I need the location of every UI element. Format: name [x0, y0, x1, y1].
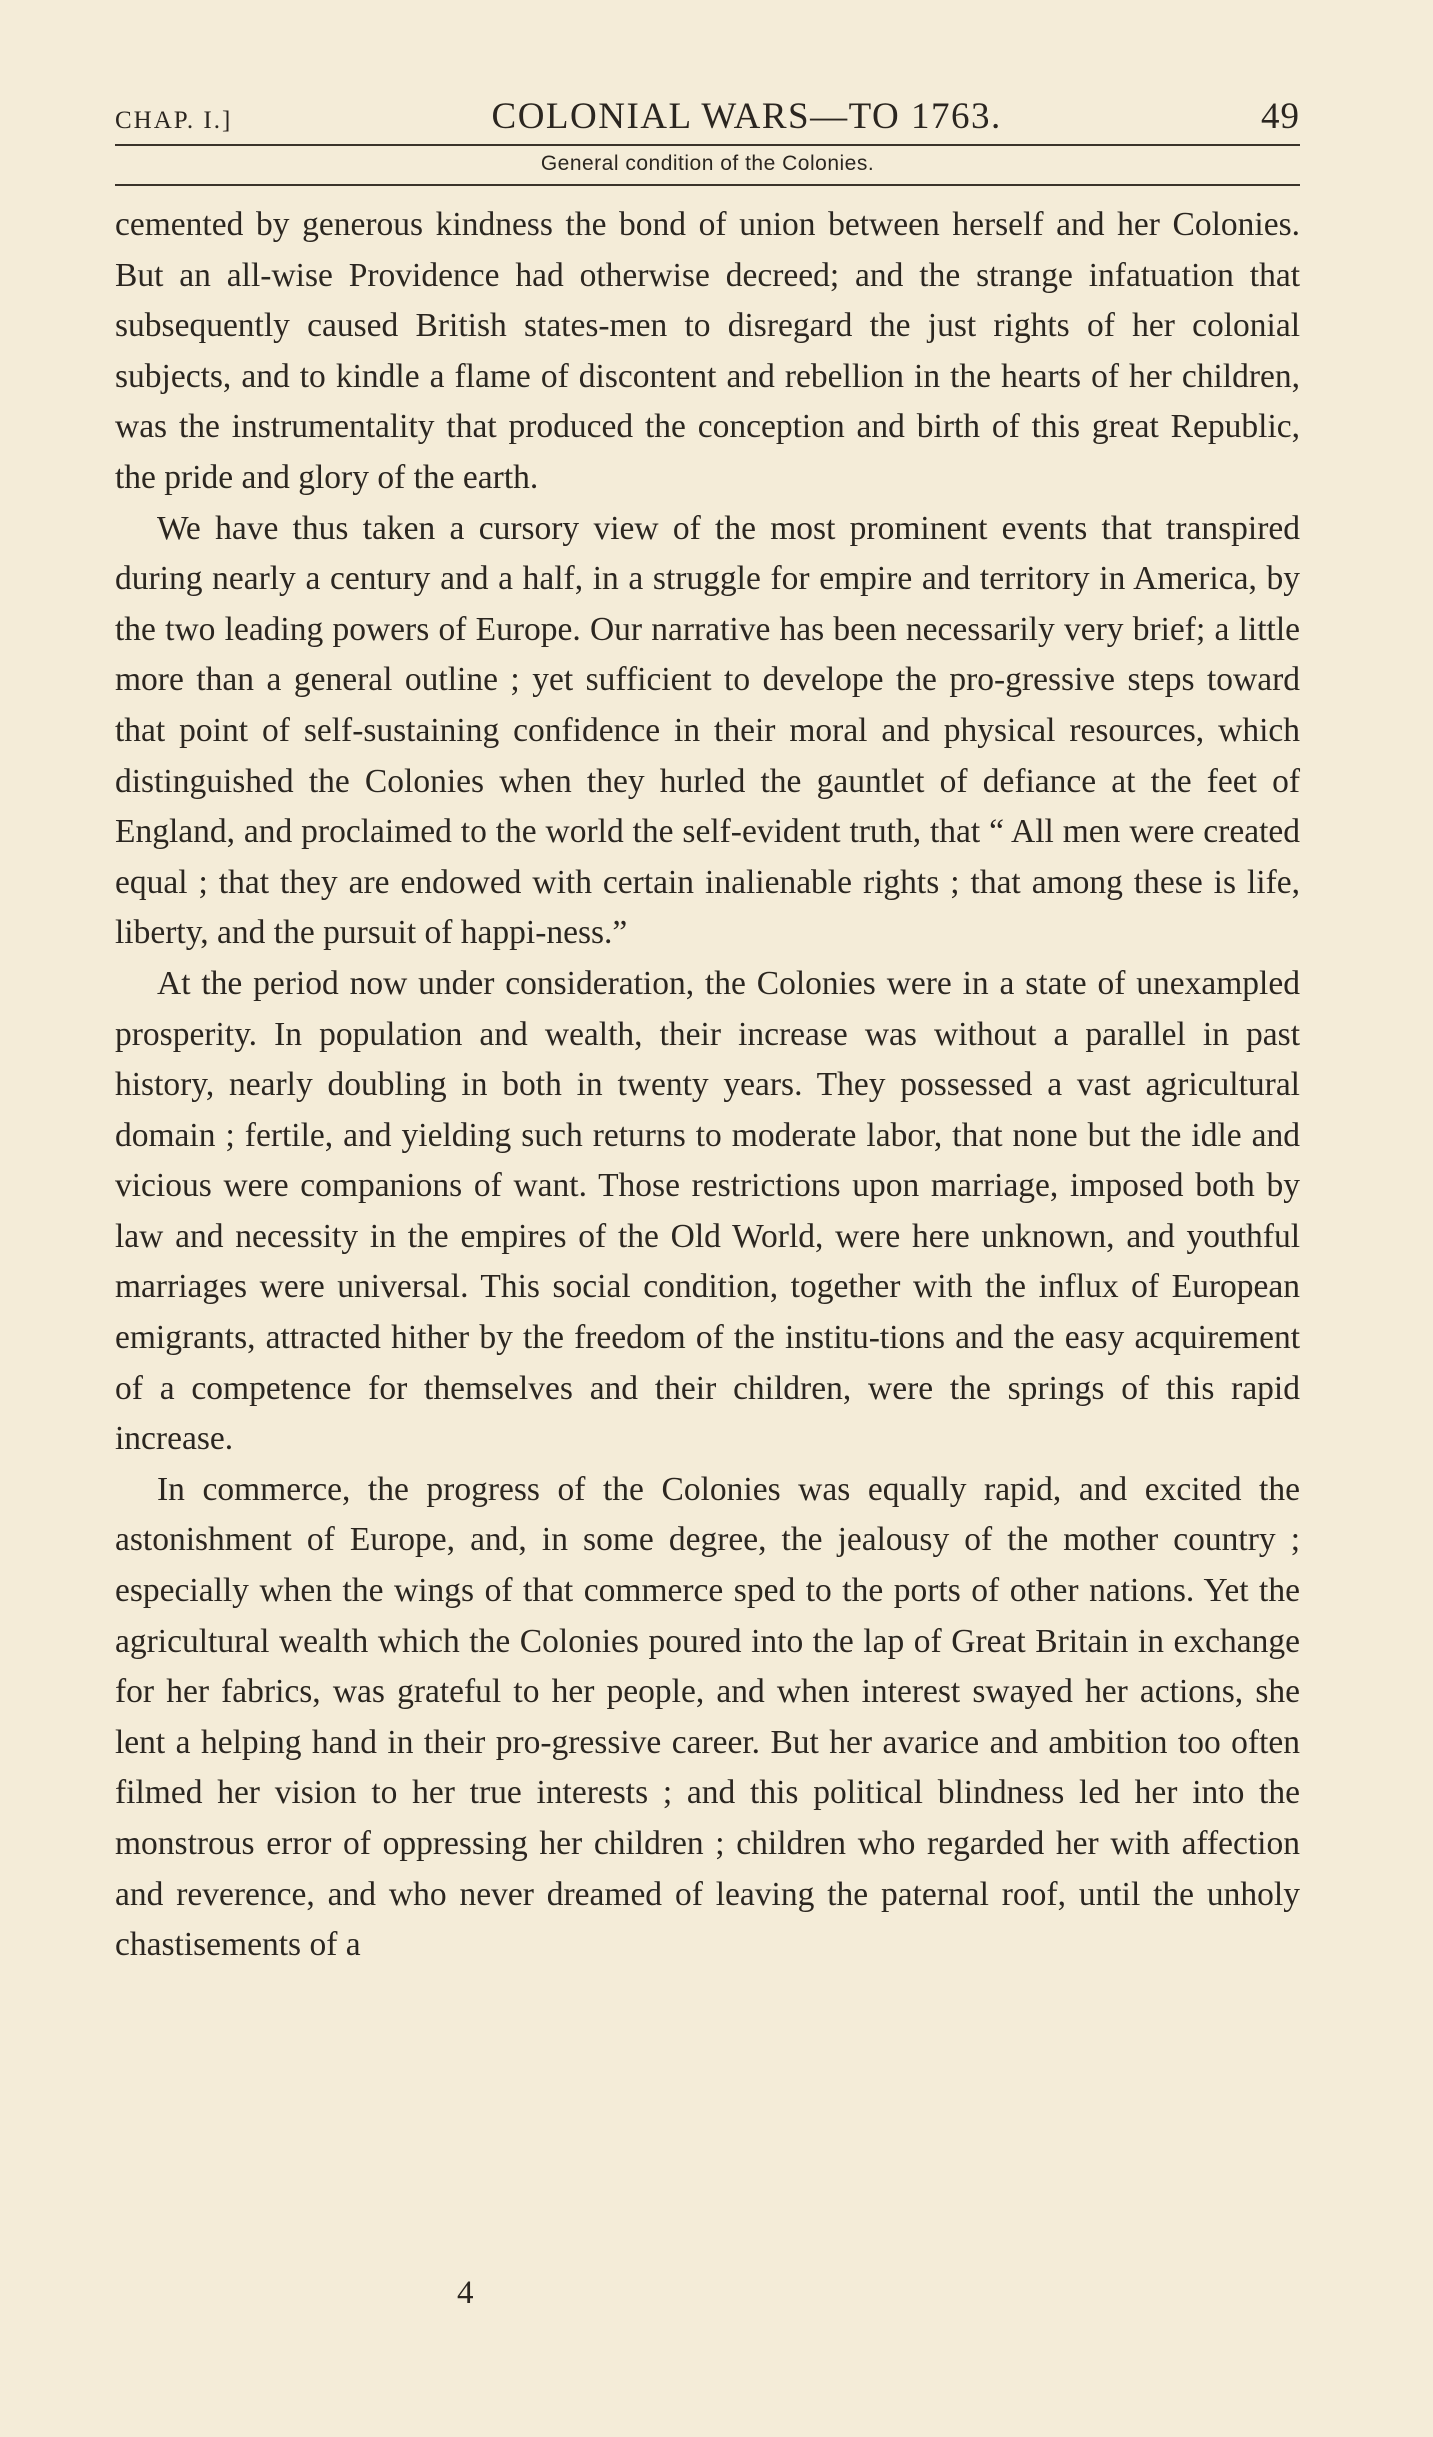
body-text	[115, 200, 1300, 1971]
book-page	[115, 95, 1300, 1971]
page-number: 49	[1260, 96, 1300, 137]
paragraph-1: cemented by generous kindness the bond of union between herself and her Colonies. But an all-wise Providence had otherwise decreed; and the strange infatuation that subsequently caused British states-men to disregard the just rights of her colonial subjects, and to kindle a flame of discontent and rebellion in the hearts of her children, was the instrumentality that produced the conception and birth of this great Republic, the pride and glory of the earth.	[115, 206, 1300, 496]
paragraph-3: At the period now under consideration, the Colonies were in a state of unexampled prosperity. In population and wealth, their increase was without a parallel in past history, nearly doubling in both in twenty years. They possessed a vast agricultural domain ; fertile, and yielding such returns to moderate labor, that none but the idle and vicious were companions of want. Those restrictions upon marriage, imposed both by law and necessity in the empires of the Old World, were here unknown, and youthful marriages were universal. This social condition, together with the influx of European emigrants, attracted hither by the freedom of the institu-tions and the easy acquirement of a competence for themselves and their children, were the springs of this rapid increase.	[115, 964, 1300, 1458]
signature-mark: 4	[457, 2275, 474, 2311]
chapter-label: CHAP. I.]	[115, 107, 233, 134]
running-title: COLONIAL WARS—TO 1763.	[491, 96, 1002, 137]
section-subtitle: General condition of the Colonies.	[115, 146, 1300, 186]
paragraph-4: In commerce, the progress of the Colonies was equally rapid, and excited the astonishment of Europe, and, in some degree, the jealousy of the mother country ; especially when the wings of that commerce sped to the ports of other nations. Yet the agricultural wealth which the Colonies poured into the lap of Great Britain in exchange for her fabrics, was grateful to her people, and when interest swayed her actions, she lent a helping hand in their pro-gressive career. But her avarice and ambition too often filmed her vision to her true interests ; and this political blindness led her into the monstrous error of oppressing her children ; children who regarded her with affection and reverence, and who never dreamed of leaving the paternal roof, until the unholy chastisements of a	[115, 1470, 1300, 1964]
paragraph-2: We have thus taken a cursory view of the most prominent events that transpired during nearly a century and a half, in a struggle for empire and territory in America, by the two leading powers of Europe. Our narrative has been necessarily very brief; a little more than a general outline ; yet sufficient to develope the pro-gressive steps toward that point of self-sustaining confidence in their moral and physical resources, which distinguished the Colonies when they hurled the gauntlet of defiance at the feet of England, and proclaimed to the world the self-evident truth, that “ All men were created equal ; that they are endowed with certain inalienable rights ; that among these is life, liberty, and the pursuit of happi-ness.”	[115, 509, 1300, 952]
running-head	[115, 95, 1300, 146]
